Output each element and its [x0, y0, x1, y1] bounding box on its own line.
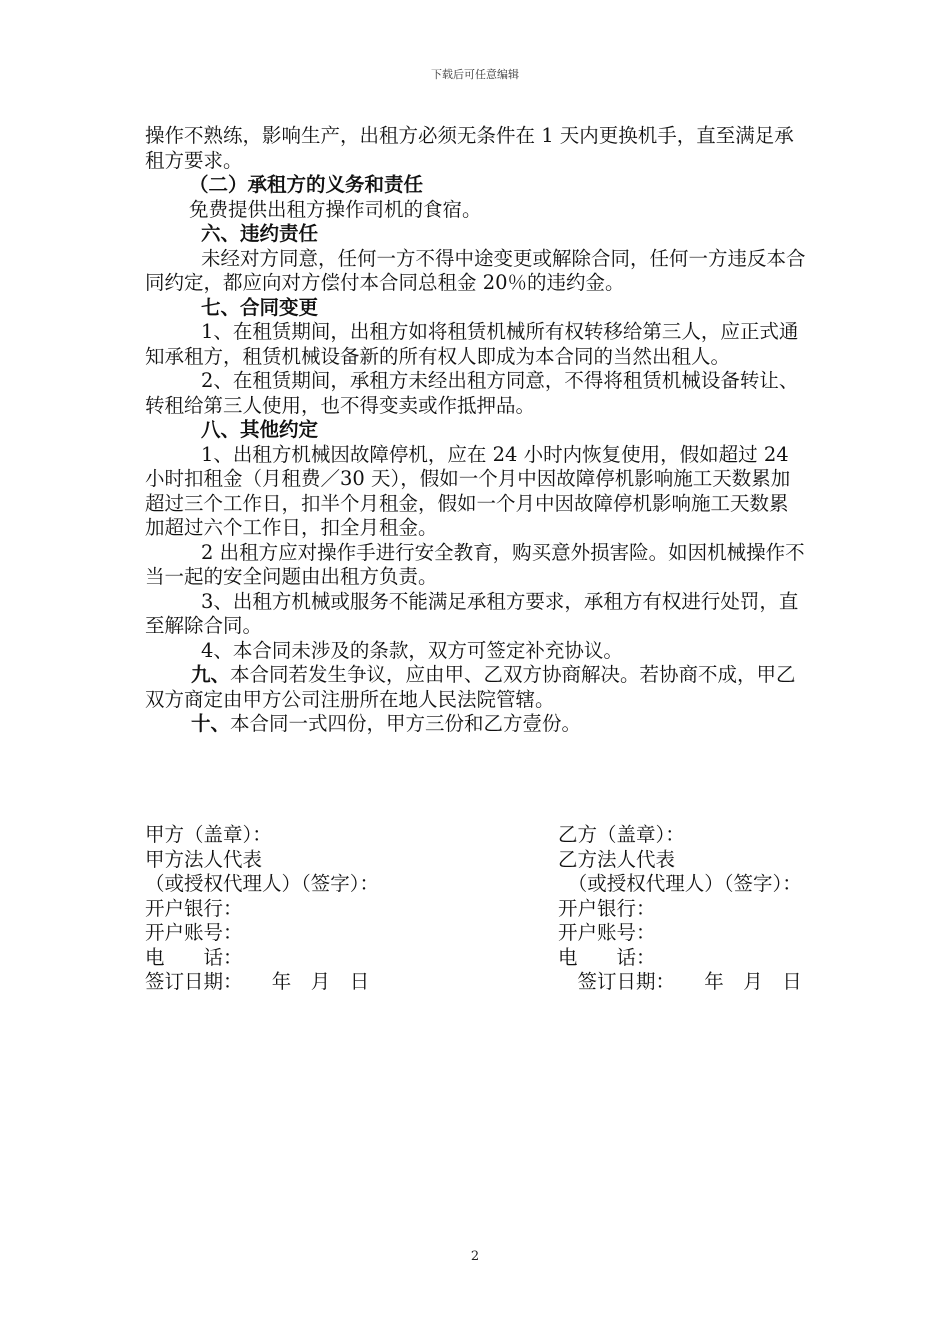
- party-a-date: 签订日期： 年 月 日: [145, 970, 370, 993]
- party-a-account: 开户账号：: [145, 921, 243, 944]
- contract-body: [145, 124, 807, 737]
- heading-breach-liability: 六、违约责任: [201, 222, 319, 245]
- party-a-signature: [145, 823, 445, 995]
- party-a-seal: 甲方（盖章）：: [145, 823, 272, 846]
- paragraph-operator-replacement: 操作不熟练，影响生产，出租方必须无条件在 1 天内更换机手，直至满足承租方要求。: [145, 124, 794, 172]
- party-b-bank: 开户银行：: [558, 896, 656, 920]
- party-a-agent: （或授权代理人）（签字）：: [145, 872, 380, 895]
- party-b-date: 签订日期： 年 月 日: [558, 970, 802, 993]
- party-b-phone: 电 话：: [558, 945, 656, 969]
- party-a-bank: 开户银行：: [145, 896, 243, 920]
- paragraph-safety: 2 出租方应对操作手进行安全教育，购买意外损害险。如因机械操作不当一起的安全问题由出租方负责。: [145, 540, 805, 588]
- party-a-phone: 电 话：: [145, 945, 243, 969]
- page-header: 下载后可任意编辑: [431, 68, 519, 81]
- page-number: 2: [470, 1249, 480, 1264]
- dispute-label: 九、: [191, 663, 231, 686]
- paragraph-lodging: 免费提供出租方操作司机的食宿。: [189, 197, 482, 221]
- paragraph-penalty: 3、出租方机械或服务不能满足承租方要求，承租方有权进行处罚，直至解除合同。: [145, 589, 799, 637]
- paragraph-dispute: [145, 663, 807, 712]
- paragraph-breakdown: 1、出租方机械因故障停机，应在 24 小时内恢复使用，假如超过 24 小时扣租金（月租费／30 天），假如一个月中因故障停机影响施工天数累加超过三个工作日，扣半个月租金，假如一个月中因故障停机影响施工天数累加超过六个工作日，扣全月租金。: [145, 442, 791, 539]
- party-b-representative: 乙方法人代表: [558, 847, 676, 871]
- paragraph-supplement: 4、本合同未涉及的条款，双方可签定补充协议。: [201, 638, 623, 662]
- paragraph-ownership-transfer: 1、在租赁期间，出租方如将租赁机械所有权转移给第三人，应正式通知承租方，租赁机械设备新的所有权人即成为本合同的当然出租人。: [145, 320, 799, 368]
- party-b-seal: 乙方（盖章）：: [558, 823, 685, 846]
- party-b-signature: [558, 823, 808, 995]
- party-a-representative: 甲方法人代表: [145, 847, 263, 871]
- dispute-text: 本合同若发生争议，应由甲、乙双方协商解决。若协商不成，甲乙双方商定由甲方公司注册所在地人民法院管辖。: [145, 663, 796, 711]
- paragraph-copies: [145, 712, 807, 737]
- heading-other-terms: 八、其他约定: [201, 418, 319, 441]
- heading-contract-changes: 七、合同变更: [201, 295, 319, 319]
- party-b-account: 开户账号：: [558, 921, 656, 944]
- paragraph-breach: 未经对方同意，任何一方不得中途变更或解除合同，任何一方违反本合同约定，都应向对方偿付本合同总租金 20％的违约金。: [145, 246, 806, 294]
- paragraph-no-sublease: 2、在租赁期间，承租方未经出租方同意，不得将租赁机械设备转让、转租给第三人使用，也不得变卖或作抵押品。: [145, 369, 799, 417]
- heading-lessee-obligations: （二）承租方的义务和责任: [189, 173, 424, 196]
- copies-label: 十、: [191, 712, 231, 735]
- party-b-agent: （或授权代理人）（签字）：: [558, 872, 802, 895]
- copies-text: 本合同一式四份，甲方三份和乙方壹份。: [230, 712, 582, 735]
